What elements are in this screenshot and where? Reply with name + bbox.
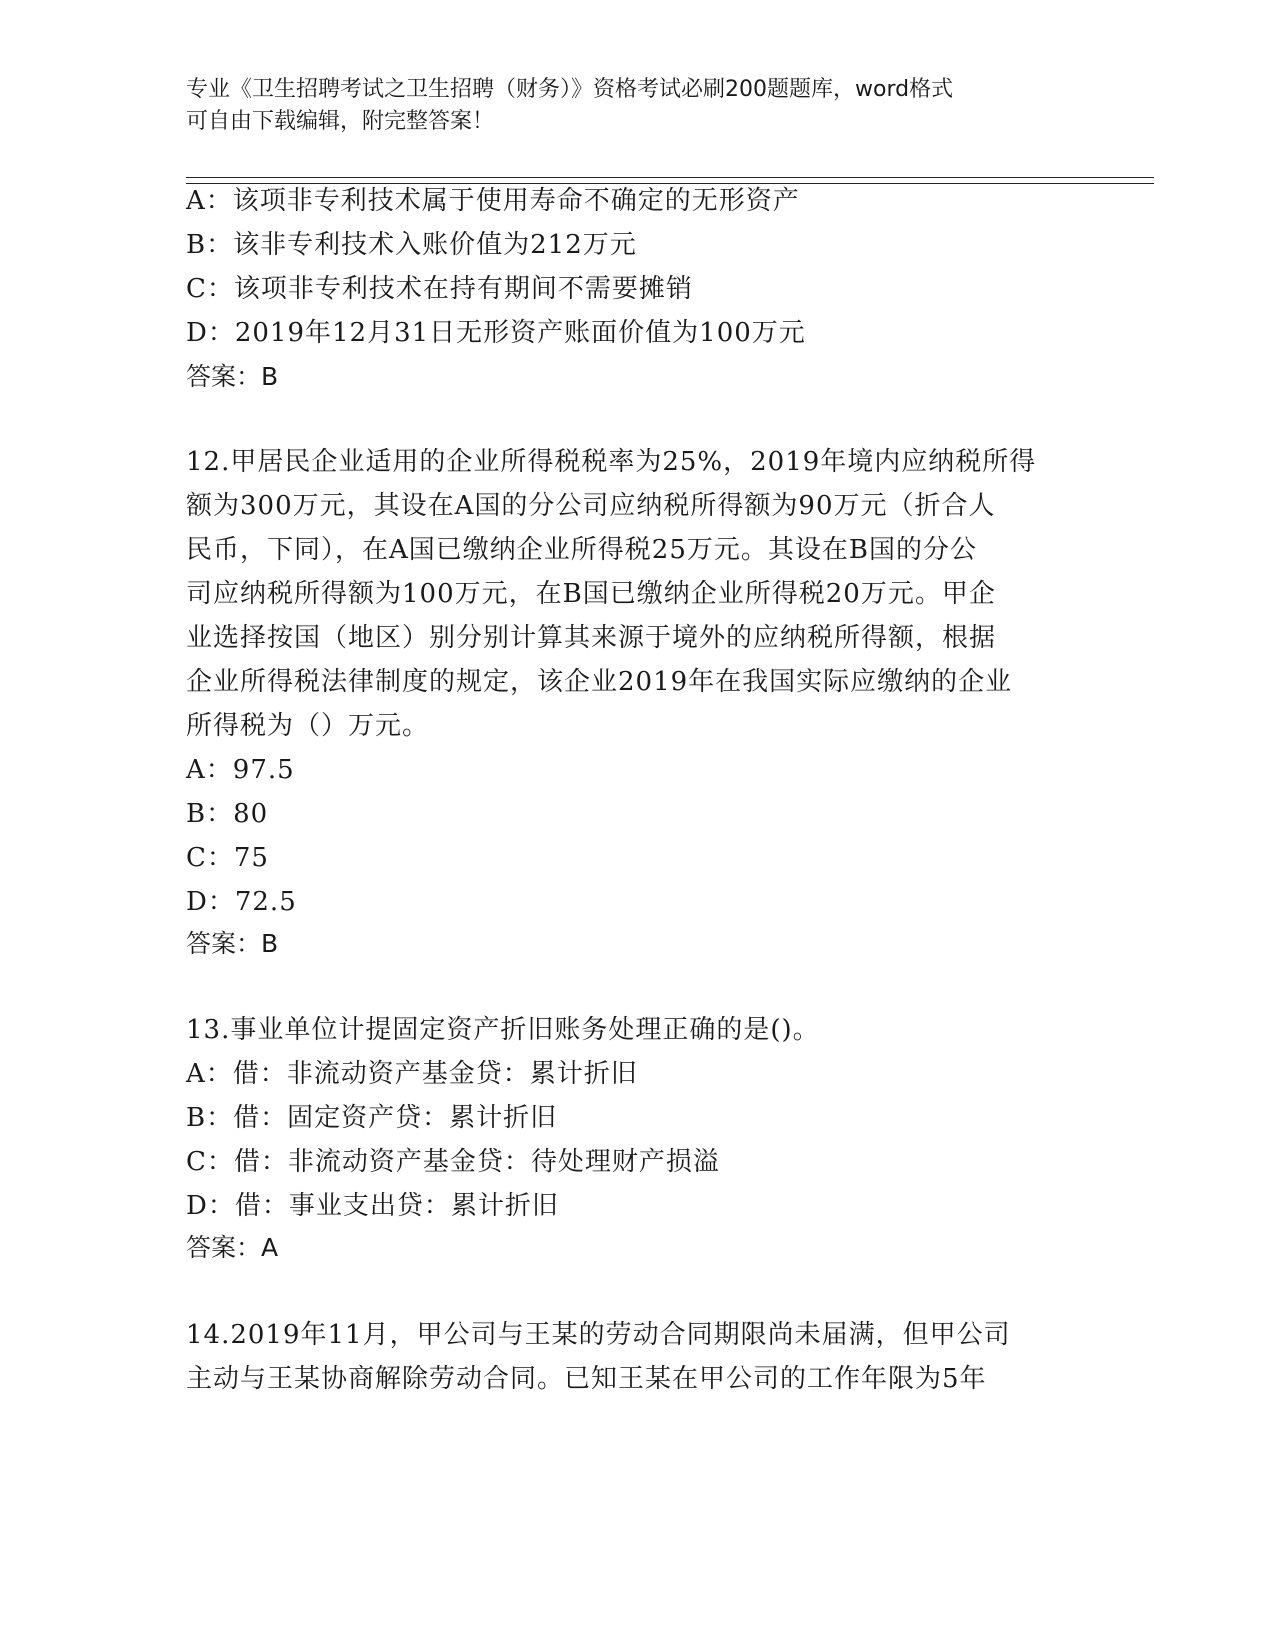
- q13-stem-line-1: 13.事业单位计提固定资产折旧账务处理正确的是()。: [186, 1015, 820, 1045]
- q12-option-c: C：75: [186, 843, 269, 873]
- q14-stem-line-2: 主动与王某协商解除劳动合同。已知王某在甲公司的工作年限为5年: [186, 1364, 987, 1394]
- q13-answer: 答案：A: [186, 1233, 279, 1262]
- q13-option-a: A：借：非流动资产基金贷：累计折旧: [186, 1059, 638, 1089]
- q12-stem-line-7: 所得税为（）万元。: [186, 711, 430, 741]
- q12-option-b: B：80: [186, 799, 269, 829]
- q12-stem-line-5: 业选择按国（地区）别分别计算其来源于境外的应纳税所得额，根据: [186, 623, 997, 653]
- q11-option-c: C：该项非专利技术在持有期间不需要摊销: [186, 274, 693, 304]
- q14-stem-line-1: 14.2019年11月，甲公司与王某的劳动合同期限尚未届满，但甲公司: [186, 1320, 1011, 1350]
- q11-option-b: B：该非专利技术入账价值为212万元: [186, 230, 637, 260]
- document-header: [186, 74, 1066, 138]
- q13-option-b: B：借：固定资产贷：累计折旧: [186, 1103, 558, 1133]
- q12-answer: 答案：B: [186, 929, 279, 958]
- q13-option-c: C：借：非流动资产基金贷：待处理财产损溢: [186, 1147, 720, 1177]
- q13-option-d: D：借：事业支出贷：累计折旧: [186, 1191, 559, 1221]
- q12-option-d: D：72.5: [186, 887, 297, 917]
- q12-stem-line-3: 民币，下同），在A国已缴纳企业所得税25万元。其设在B国的分公: [186, 535, 977, 565]
- q11-answer: 答案：B: [186, 362, 279, 391]
- q12-stem-line-4: 司应纳税所得额为100万元，在B国已缴纳企业所得税20万元。甲企: [186, 579, 996, 609]
- q11-option-a: A：该项非专利技术属于使用寿命不确定的无形资产: [186, 186, 800, 216]
- q12-stem-line-6: 企业所得税法律制度的规定，该企业2019年在我国实际应缴纳的企业: [186, 667, 1013, 697]
- q11-option-d: D：2019年12月31日无形资产账面价值为100万元: [186, 318, 806, 348]
- header-line-1: 专业《卫生招聘考试之卫生招聘（财务）》资格考试必刷200题题库，word格式: [186, 77, 954, 102]
- q12-stem-line-1: 12.甲居民企业适用的企业所得税税率为25%，2019年境内应纳税所得: [186, 447, 1037, 477]
- q12-option-a: A：97.5: [186, 755, 295, 785]
- q12-stem-line-2: 额为300万元，其设在A国的分公司应纳税所得额为90万元（折合人: [186, 491, 996, 521]
- header-divider-top: [186, 177, 1154, 178]
- header-line-2: 可自由下载编辑，附完整答案！: [186, 109, 495, 134]
